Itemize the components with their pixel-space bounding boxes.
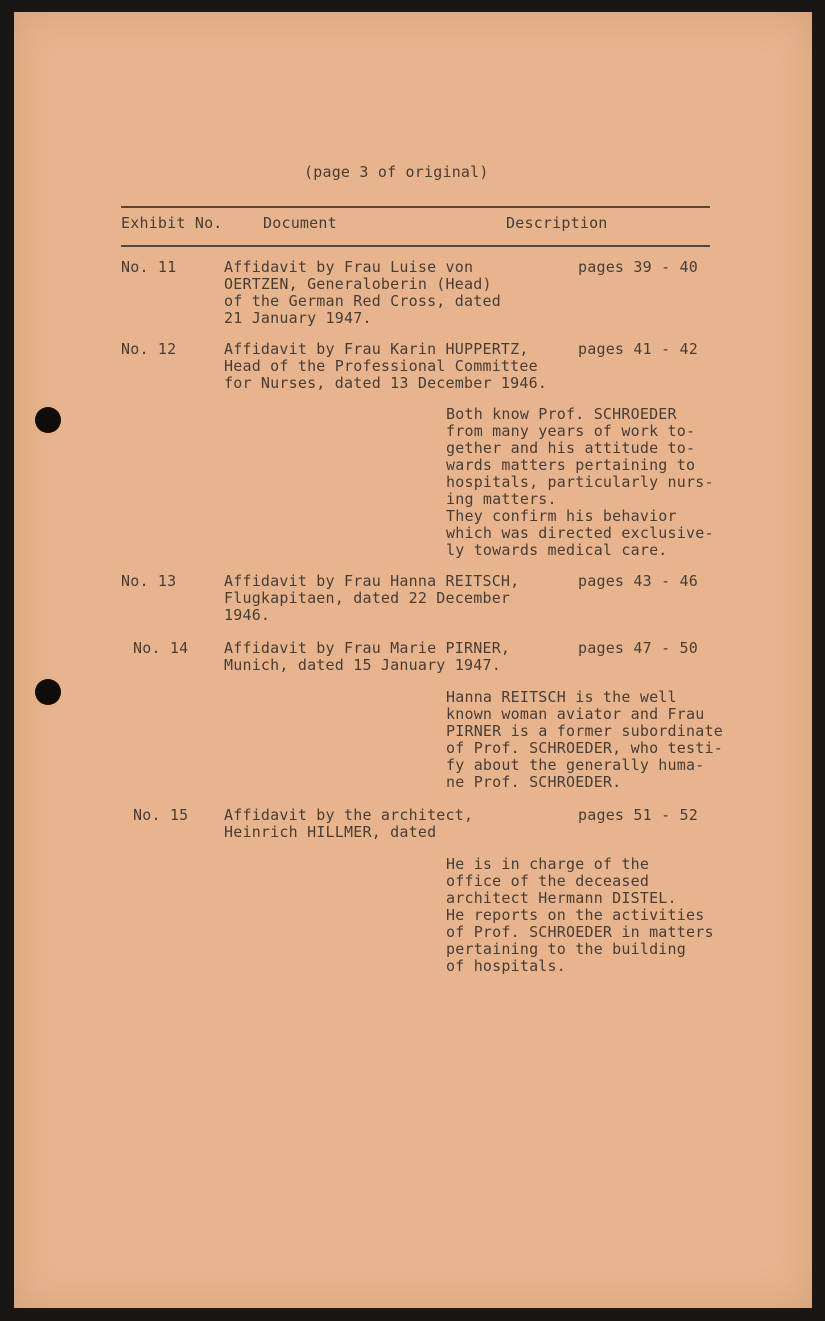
exhibit-document: Affidavit by Frau Luise von OERTZEN, Generaloberin (Head) of the German Red Cross, dated 21 January 1947. [224,258,501,327]
exhibit-pages: pages 39 - 40 [578,258,698,276]
exhibit-document: Affidavit by the architect, Heinrich HILLMER, dated [224,806,474,841]
header-exhibit-no: Exhibit No. [121,214,223,232]
exhibit-document: Affidavit by Frau Marie PIRNER, Munich, dated 15 January 1947. [224,639,511,674]
header-rule-bottom [121,245,710,247]
exhibit-pages: pages 41 - 42 [578,340,698,358]
punch-hole-top [35,407,61,433]
header-document: Document [263,214,337,232]
exhibit-number: No. 14 [133,639,189,657]
header-rule-top [121,206,710,208]
exhibit-number: No. 15 [133,806,189,824]
exhibit-number: No. 12 [121,340,177,358]
exhibit-number: No. 13 [121,572,177,590]
punch-hole-bottom [35,679,61,705]
exhibit-pages: pages 43 - 46 [578,572,698,590]
exhibit-pages: pages 51 - 52 [578,806,698,824]
exhibit-description: Both know Prof. SCHROEDER from many years of work to- gether and his attitude to- wards matters pertaining to hospitals, particularly nurs- ing matters. They confirm his behavior which was directed exclusive- ly towards medical care. [446,405,714,559]
exhibit-document: Affidavit by Frau Hanna REITSCH, Flugkapitaen, dated 22 December 1946. [224,572,520,624]
exhibit-document: Affidavit by Frau Karin HUPPERTZ, Head of the Professional Committee for Nurses, dated 13 December 1946. [224,340,548,392]
page-note: (page 3 of original) [304,163,489,181]
exhibit-number: No. 11 [121,258,177,276]
exhibit-pages: pages 47 - 50 [578,639,698,657]
exhibit-description: Hanna REITSCH is the well known woman aviator and Frau PIRNER is a former subordinate of Prof. SCHROEDER, who testi- fy about the generally huma- ne Prof. SCHROEDER. [446,688,723,791]
header-description: Description [506,214,608,232]
exhibit-description: He is in charge of the office of the deceased architect Hermann DISTEL. He reports on the activities of Prof. SCHROEDER in matters pertaining to the building of hospitals. [446,855,714,975]
